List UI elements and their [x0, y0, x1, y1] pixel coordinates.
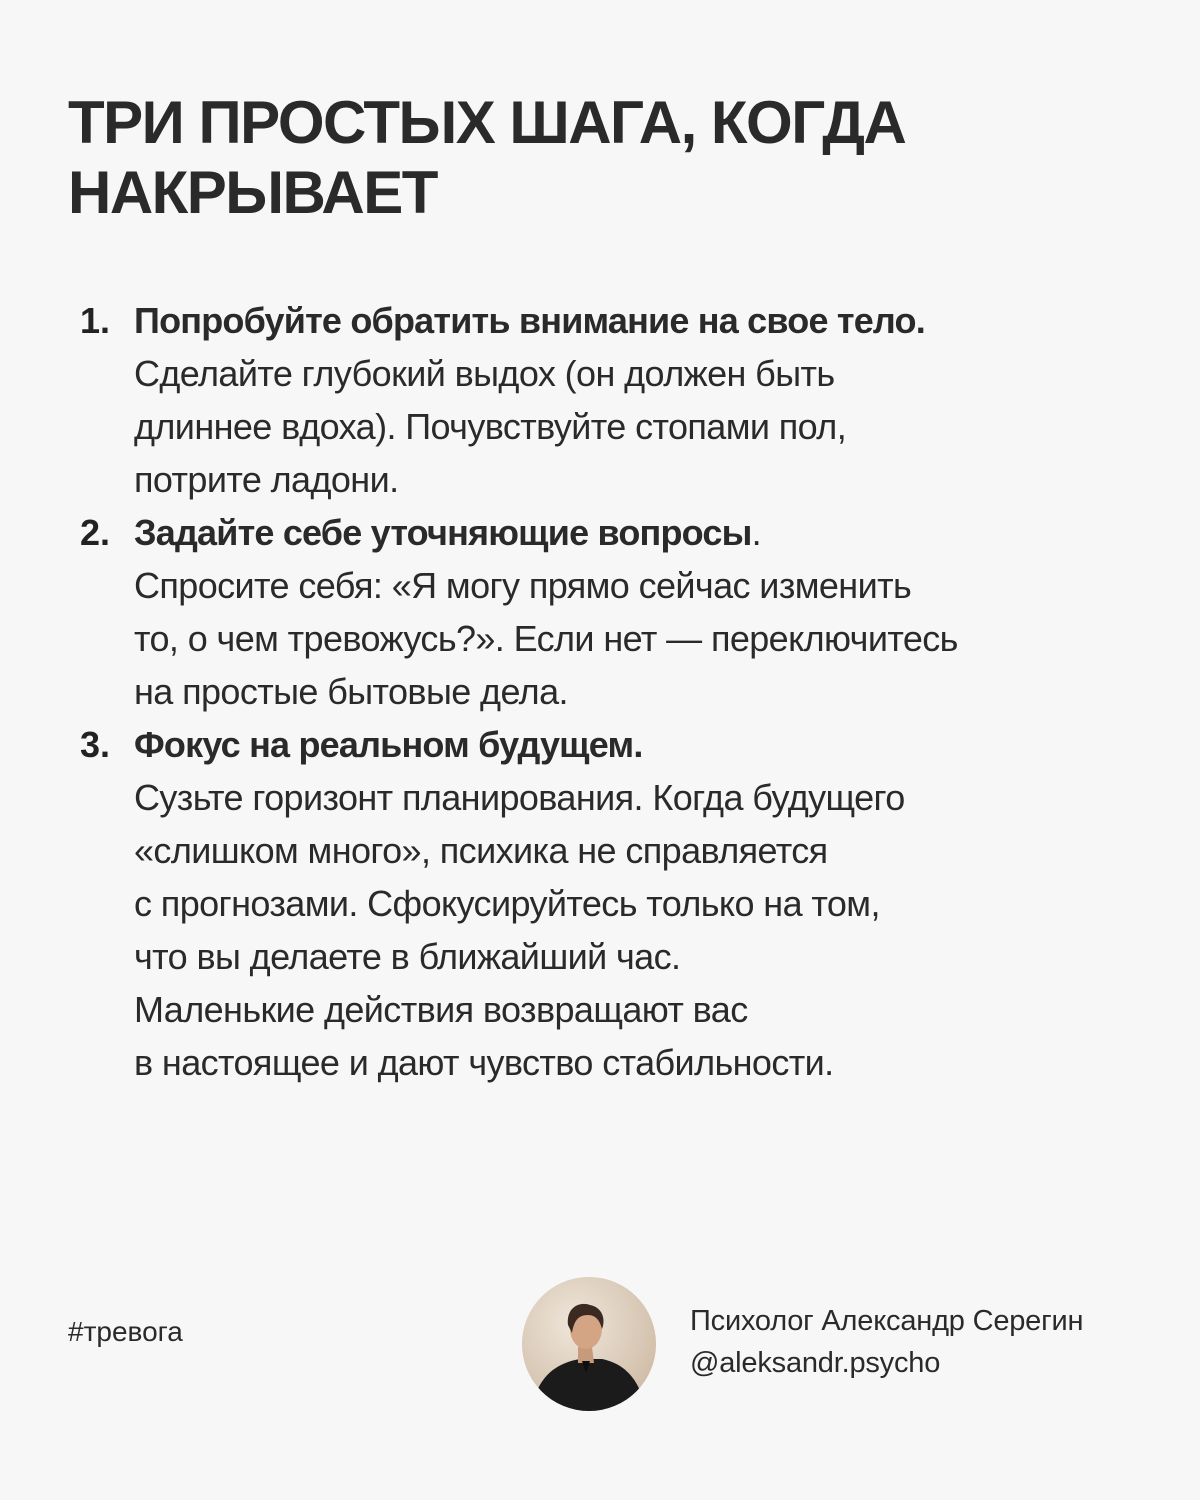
step-body-line: с прогнозами. Сфокусируйтесь только на том, [134, 883, 880, 924]
author-info [690, 1300, 1083, 1384]
step-body-line: что вы делаете в ближайший час. [134, 936, 681, 977]
step-number: 1. [80, 300, 111, 341]
step-2 [80, 506, 1150, 718]
step-body-line: «слишком много», психика не справляется [134, 830, 828, 871]
step-number: 2. [80, 512, 111, 553]
step-3 [80, 718, 1150, 1089]
step-1 [80, 294, 1150, 506]
avatar[interactable] [522, 1277, 656, 1411]
author-name: Психолог Александр Серегин [690, 1305, 1084, 1337]
hashtag[interactable]: #тревога [68, 1316, 183, 1347]
step-body-line: на простые бытовые дела. [134, 671, 568, 712]
step-body-line: длиннее вдоха). Почувствуйте стопами пол, [134, 406, 847, 447]
title-line-1: ТРИ ПРОСТЫХ ШАГА, КОГДА [68, 89, 906, 156]
step-body-line: Сузьте горизонт планирования. Когда будущего [134, 777, 905, 818]
step-body-line: Маленькие действия возвращают вас [134, 989, 748, 1030]
step-body-line: Спросите себя: «Я могу прямо сейчас изменить [134, 565, 912, 606]
step-heading [134, 294, 1150, 347]
step-body-line: то, о чем тревожусь?». Если нет — переключитесь [134, 618, 958, 659]
steps-list [80, 294, 1150, 1089]
avatar-portrait-icon [522, 1277, 656, 1411]
step-heading [134, 718, 1150, 771]
step-heading-text: Попробуйте обратить внимание на свое тело. [134, 300, 925, 341]
step-heading-text: Задайте себе уточняющие вопросы [134, 512, 752, 553]
step-heading [134, 506, 1150, 559]
step-body-line: Сделайте глубокий выдох (он должен быть [134, 353, 835, 394]
page-title [68, 88, 1148, 228]
step-heading-tail: . [751, 512, 761, 553]
step-number: 3. [80, 724, 111, 765]
author-handle[interactable]: @aleksandr.psycho [690, 1347, 941, 1379]
step-body-line: в настоящее и дают чувство стабильности. [134, 1042, 834, 1083]
step-body-line: потрите ладони. [134, 459, 399, 500]
title-line-2: НАКРЫВАЕТ [68, 159, 437, 226]
step-heading-text: Фокус на реальном будущем. [134, 724, 643, 765]
